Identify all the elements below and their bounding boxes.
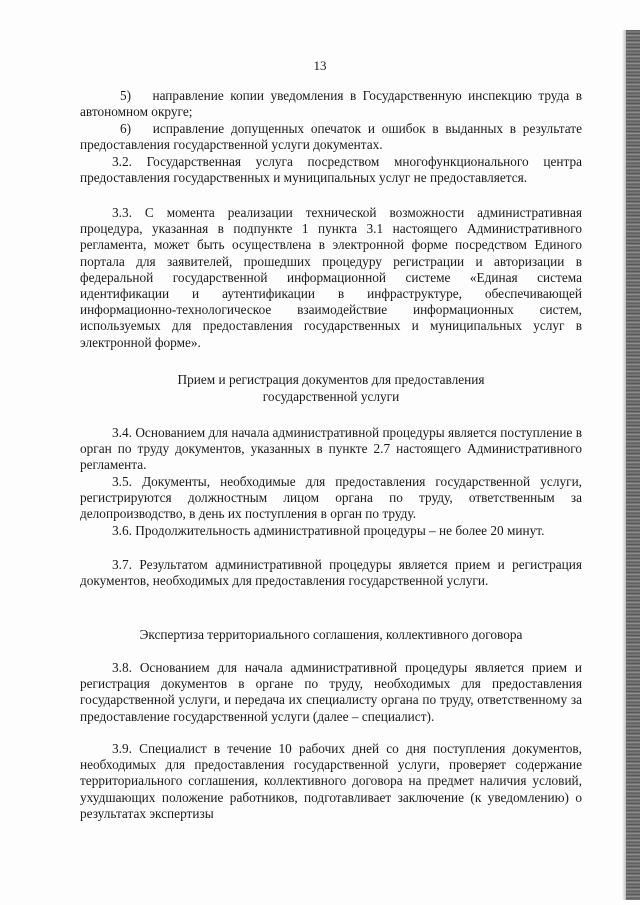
item-number: 6) (120, 121, 132, 136)
item-number: 3.4. (112, 425, 132, 440)
item-number: 3.5. (112, 474, 132, 489)
item-text: Продолжительность административной процедуры – не более 20 минут. (135, 523, 545, 538)
page-number: 13 (313, 58, 327, 73)
item-text: исправление допущенных опечаток и ошибок в выданных в результате предоставления государственной услуги документах. (80, 121, 582, 153)
item-number: 3.3. (112, 205, 132, 220)
paragraph-3-6 (80, 523, 582, 539)
section-heading-expertise: Экспертиза территориального соглашения, коллективного договора (139, 627, 523, 642)
paragraph-3-2 (80, 154, 582, 186)
item-number: 3.8. (112, 660, 132, 675)
item-text: Документы, необходимые для предоставления государственной услуги, регистрируются должностным лицом органа по труду, ответственным за делопроизводство, в день их поступления в орган по труду. (80, 474, 583, 522)
paragraph-3-7 (80, 557, 582, 589)
paragraph-3-8 (80, 660, 582, 725)
item-text: Основанием для начала административной процедуры является поступление в орган по труду документов, указанных в пункте 2.7 настоящего Административного регламента. (80, 425, 582, 473)
paragraph-3-9 (80, 741, 582, 822)
item-number: 3.9. (112, 741, 132, 756)
paragraph-item-5 (80, 88, 582, 120)
paragraph-3-4 (80, 425, 582, 474)
item-number: 3.6. (112, 523, 132, 538)
item-text: направление копии уведомления в Государственную инспекцию труда в автономном округе; (80, 88, 583, 120)
item-number: 3.7. (112, 557, 132, 572)
item-text: Основанием для начала административной процедуры является прием и регистрация документов в органе по труду, необходимых для предоставления государственной услуги, и передача их специалисту органа по труду, ответственному за предоставление государственной услуги (далее – специалист). (80, 660, 583, 724)
item-number: 3.2. (112, 154, 132, 169)
section-heading-reception: Прием и регистрация документов для предоставления государственной услуги (177, 372, 485, 404)
scan-edge (626, 30, 640, 900)
item-text: С момента реализации технической возможности административная процедура, указанная в подпункте 1 пункта 3.1 настоящего Административного регламента, может быть осуществлена в электронной форме посредством Единого портала для заявителей, прошедших процедуру регистрации и авторизации в федеральной государственной информационной системе «Единая система идентификации и аутентификации в инфраструктуре, обеспечивающей информационно-технологическое взаимодействие информационных систем, используемых для предоставления государственных и муниципальных услуг в электронной форме». (80, 205, 582, 350)
item-text: Государственная услуга посредством многофункционального центра предоставления государственных и муниципальных услуг не предоставляется. (80, 154, 582, 186)
item-text: Специалист в течение 10 рабочих дней со дня поступления документов, необходимых для предоставления государственной услуги, проверяет содержание территориального соглашения, коллективного договора на предмет наличия условий, ухудшающих положение работников, подготавливает заключение (к уведомлению) о результатах экспертизы (80, 741, 582, 821)
paragraph-3-5 (80, 474, 582, 523)
item-text: Результатом административной процедуры является прием и регистрация документов, необходимых для предоставления государственной услуги. (80, 557, 583, 589)
paragraph-3-3 (80, 205, 582, 351)
paragraph-item-6 (80, 121, 582, 153)
item-number: 5) (120, 88, 132, 103)
